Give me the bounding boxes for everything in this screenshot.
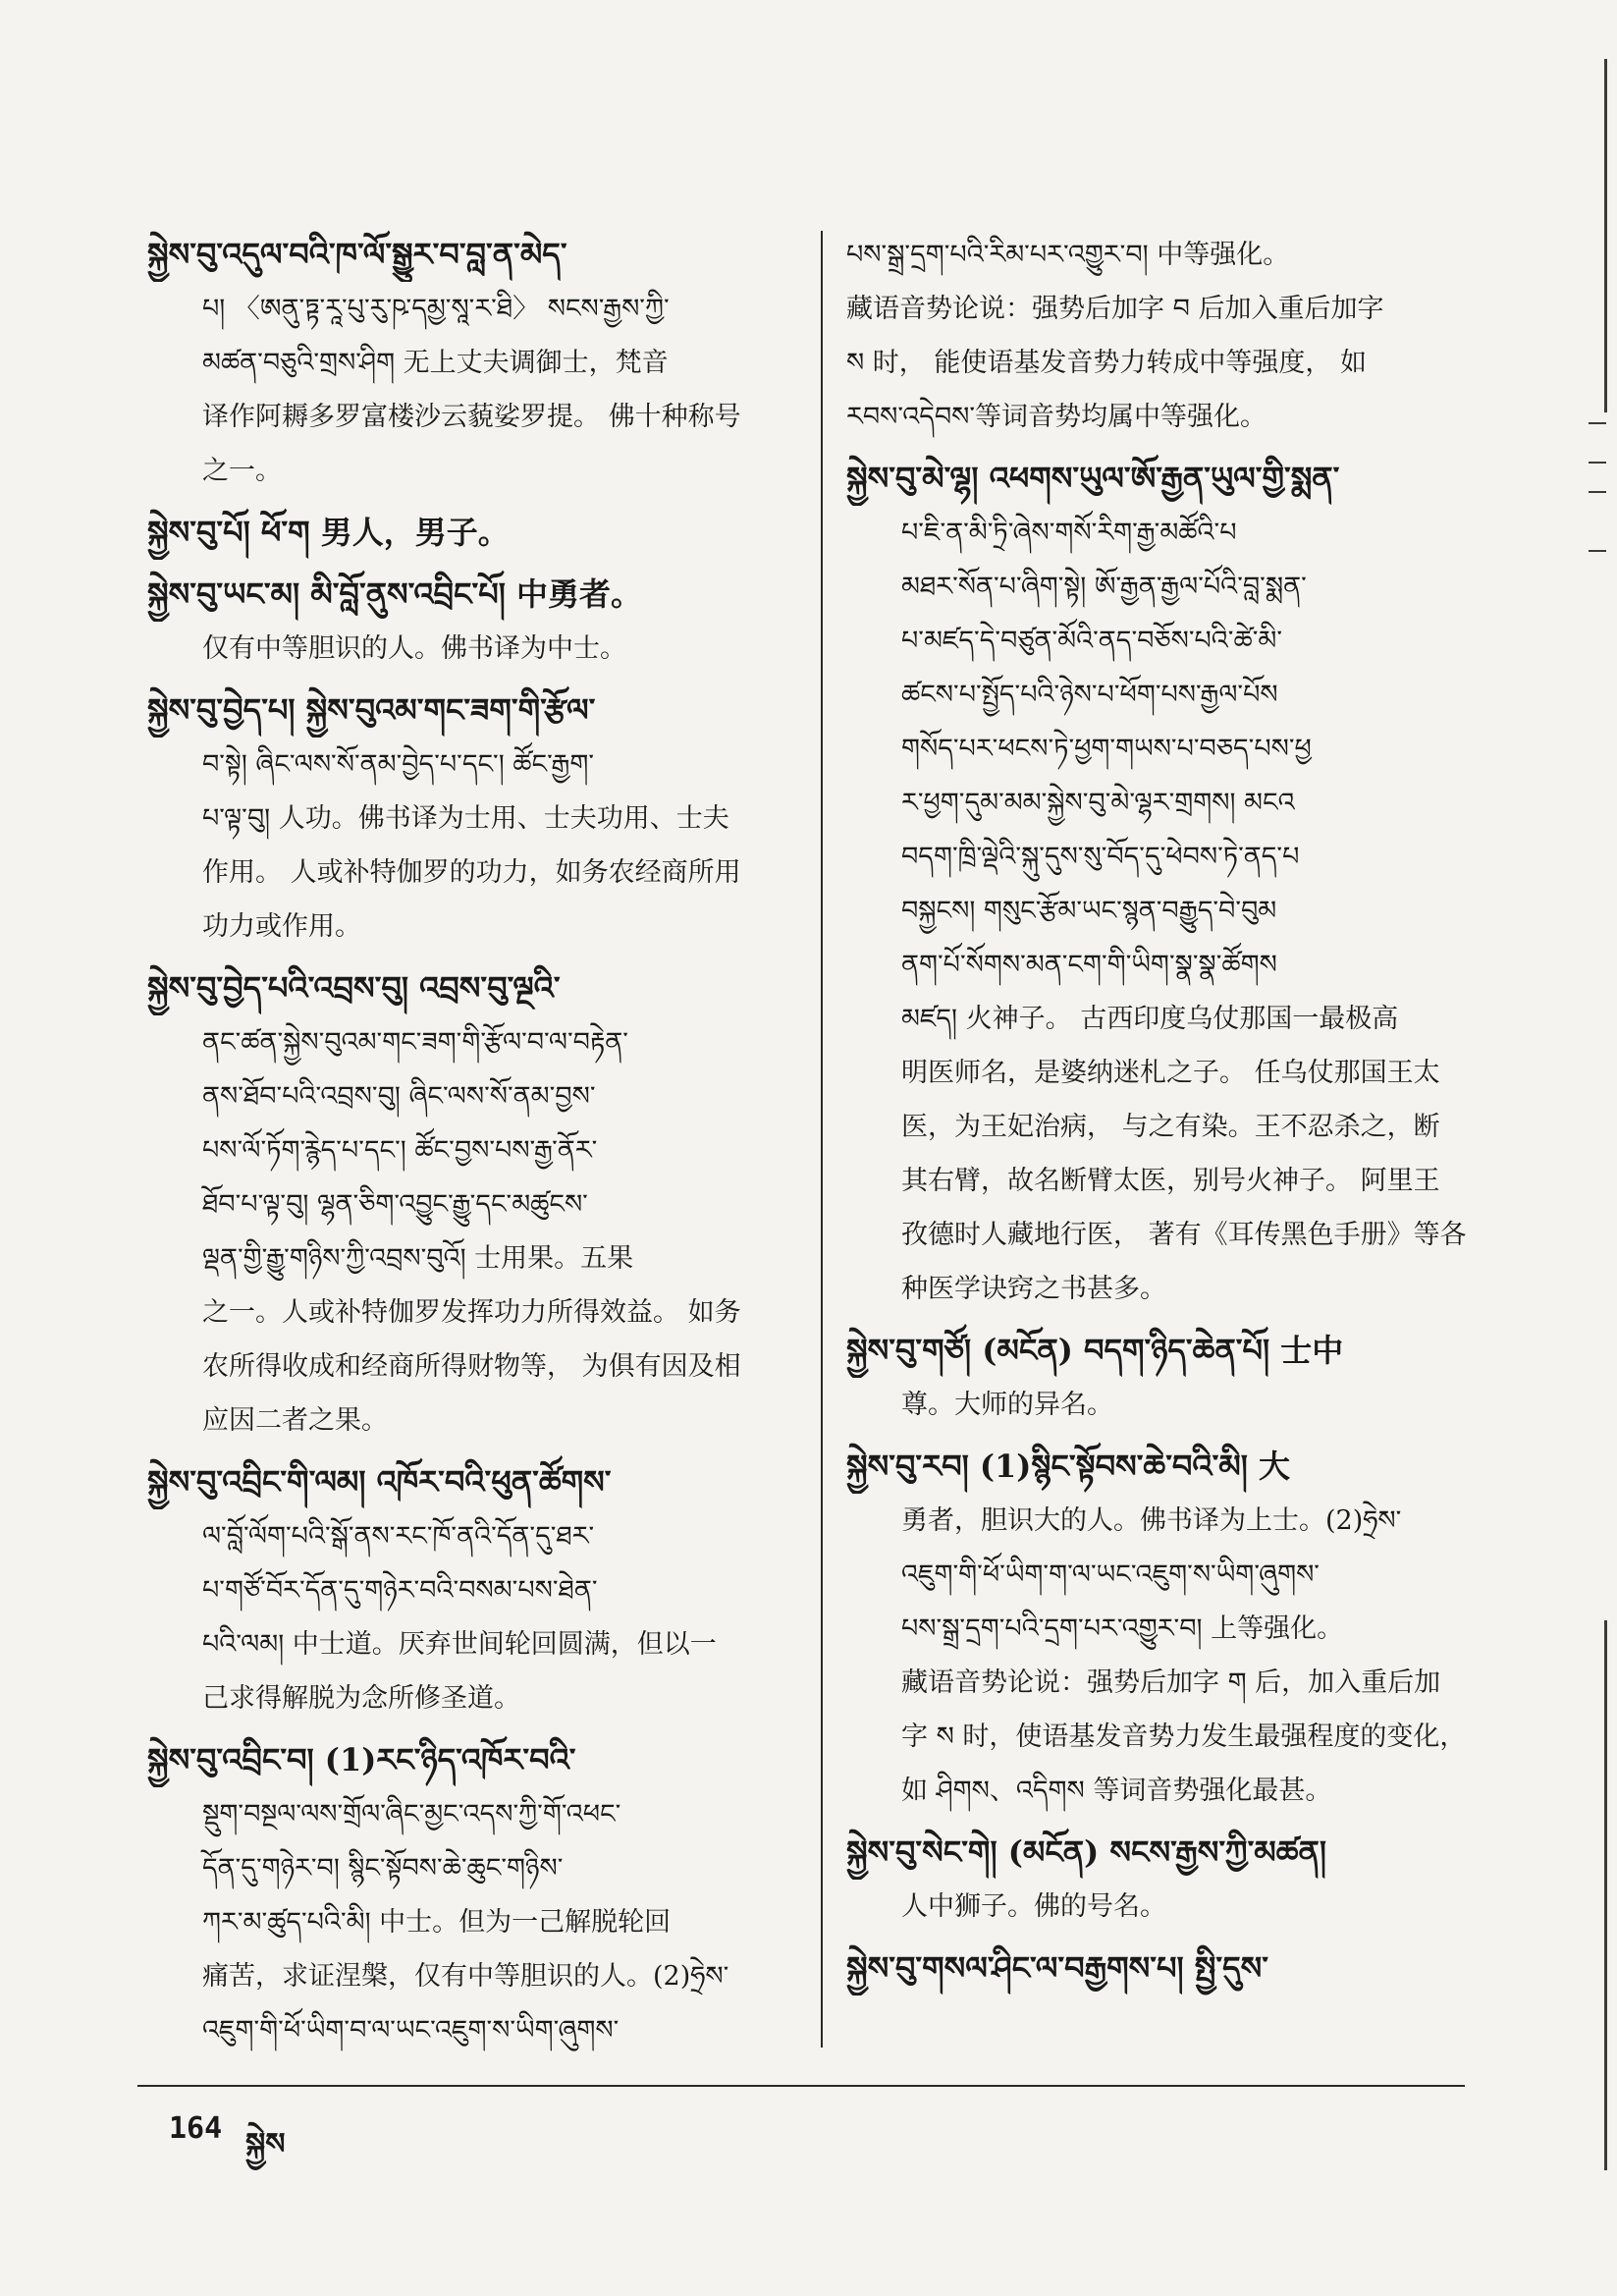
- dictionary-entry: [147, 1733, 795, 2057]
- entry-text-line: བ་སྟེ། ཞིང་ལས་སོ་ནམ་བྱེད་པ་དང་། ཚོང་རྒྱག་: [202, 749, 595, 780]
- entry-text-line: 之一。人或补特伽罗发挥功力所得效益。 如务: [202, 1297, 741, 1328]
- entry-text-line: དོན་དུ་གཉེར་བ། སྙིང་སྟོབས་ཆེ་ཆུང་གཉིས་: [202, 1853, 564, 1884]
- entry-text-line: འཇུག་གི་ཕོ་ཡིག་ག་ལ་ཡང་འཇུག་ས་ཡིག་ཞུགས་: [901, 1559, 1320, 1590]
- entry-headword: སྐྱེས་བུ་གསལ་ཤིང་ལ་བརྒྱགས་པ། སྤྱི་དུས་: [846, 1949, 1268, 1987]
- entry-text-line: 译作阿耨多罗富楼沙云藐娑罗提。 佛十种称号: [202, 402, 741, 432]
- entry-text-line: པ་མཛད་དེ་བཙུན་མོའི་ནད་བཅོས་པའི་ཚེ་མི་: [901, 626, 1282, 656]
- dictionary-entry: [147, 683, 795, 954]
- entry-text-line: སྡུག་བསྔལ་ལས་གྲོལ་ཞིང་མྱང་འདས་ཀྱི་གོ་འཕང་: [202, 1799, 621, 1830]
- scan-margin-mark: [1604, 59, 1607, 412]
- entry-text-line: 之一。: [202, 456, 282, 486]
- entry-text-line: 人中狮子。佛的号名。: [901, 1891, 1166, 1922]
- entry-text-line: 藏语音势论说：强势后加字 བ 后加入重后加字: [846, 294, 1384, 324]
- entry-text-line: པའི་ལམ། 中士道。厌弃世间轮回圆满，但以一: [202, 1629, 717, 1660]
- scan-margin-tick: [1589, 422, 1606, 424]
- entry-text-line: ས 时， 能使语基发音势力转成中等强度， 如: [846, 348, 1367, 378]
- entry-text-line: རབས་འདེབས་等词音势均属中等强化。: [846, 402, 1267, 432]
- entry-text-line: པས་སྒྲ་དྲག་པའི་རིམ་པར་འགྱུར་བ། 中等强化。: [846, 240, 1290, 270]
- entry-text-line: ལ་བློ་ལོག་པའི་སྒོ་ནས་རང་ཁོ་ནའི་དོན་དུ་ཐར་: [202, 1521, 595, 1552]
- entry-text-line: 孜德时人藏地行医， 著有《耳传黑色手册》等各: [901, 1220, 1467, 1250]
- entry-text-line: འཇུག་གི་ཕོ་ཡིག་བ་ལ་ཡང་འཇུག་ས་ཡིག་ཞུགས་: [202, 2015, 620, 2046]
- entry-text-line: 字 ས 时，使语基发音势力发生最强程度的变化，: [901, 1722, 1467, 1752]
- entry-headword: སྐྱེས་བུ་འདུལ་བའི་ཁ་ལོ་སྒྱུར་བ་བླ་ན་མེད་: [147, 236, 567, 273]
- entry-text-line: ཀར་མ་ཚུད་པའི་མི། 中士。但为一己解脱轮回: [202, 1907, 672, 1938]
- entry-headword: སྐྱེས་བུ་གཙོ། (མངོན) བདག་ཉིད་ཆེན་པོ། 士中: [846, 1332, 1344, 1369]
- entry-headword: སྐྱེས་བུ་རབ། (1)སྙིང་སྟོབས་ཆེ་བའི་མི། 大: [846, 1448, 1291, 1485]
- entry-text-line: པས་ལོ་ཏོག་རྙེད་པ་དང་། ཚོང་བྱས་པས་རྒྱ་ནོར་: [202, 1135, 598, 1166]
- entry-text-line: བདག་ཁྲི་ལྡེའི་སྐུ་དུས་སུ་བོད་དུ་ཕེབས་ཏེ་ནད་པ: [901, 842, 1300, 872]
- entry-text-line: 其右臂，故名断臂太医，别号火神子。 阿里王: [901, 1166, 1440, 1196]
- entry-headword: སྐྱེས་བུ་པོ། ཕོ་ག 男人，男子。: [147, 514, 510, 551]
- dictionary-entry: [846, 1941, 1484, 1995]
- entry-headword: སྐྱེས་བུ་མེ་ལྷ། འཕགས་ཡུལ་ཨོ་རྒྱན་ཡུལ་གྱི་སྨན་: [846, 460, 1340, 497]
- footer-rule: [137, 2085, 1465, 2087]
- entry-text-line: མཚན་བཅུའི་གྲས་ཤིག 无上丈夫调御士，梵音: [202, 348, 669, 378]
- scan-margin-tick: [1589, 462, 1606, 464]
- scan-margin-tick: [1589, 491, 1606, 493]
- entry-text-line: གསོད་པར་ཕངས་ཏེ་ཕྱག་གཡས་པ་བཅད་པས་ཕྱ: [901, 734, 1312, 764]
- dictionary-entry: [846, 1440, 1484, 1818]
- dictionary-entry: [147, 228, 795, 498]
- entry-headword: སྐྱེས་བུ་ཡང་མ། མི་བློ་ནུས་འབྲིང་པོ། 中勇者。: [147, 575, 642, 613]
- scan-margin-tick: [1589, 550, 1606, 552]
- dictionary-entry: [846, 452, 1484, 1316]
- entry-text-line: ནག་པོ་སོགས་མན་ངག་གི་ཡིག་སྣ་སྣ་ཚོགས: [901, 950, 1277, 980]
- dictionary-entry: [147, 568, 795, 676]
- entry-text-line: 功力或作用。: [202, 911, 361, 942]
- entry-headword: སྐྱེས་བུ་འབྲིང་བ། (1)རང་ཉིད་འཁོར་བའི་: [147, 1741, 576, 1778]
- entry-text-line: ནས་ཐོབ་པའི་འབྲས་བུ། ཞིང་ལས་སོ་ནམ་བྱས་: [202, 1081, 596, 1112]
- entry-text-line: 农所得收成和经商所得财物等， 为俱有因及相: [202, 1351, 741, 1382]
- entry-text-line: 己求得解脱为念所修圣道。: [202, 1683, 520, 1714]
- entry-text-line: མཐར་སོན་པ་ཞིག་སྟེ། ཨོ་རྒྱན་རྒྱལ་པོའི་བླ་སྨན་: [901, 572, 1307, 602]
- entry-text-line: ཐོབ་པ་ལྟ་བུ། ལྷན་ཅིག་འབྱུང་རྒྱུ་དང་མཚུངས་: [202, 1189, 588, 1220]
- entry-text-line: ཚངས་པ་སྤྱོད་པའི་ཉེས་པ་ཕོག་པས་རྒྱལ་པོས: [901, 680, 1278, 710]
- dictionary-entry: [846, 1324, 1484, 1432]
- entry-text-line: 医，为王妃治病， 与之有染。王不忍杀之，断: [901, 1112, 1440, 1142]
- entry-text-line: 作用。 人或补特伽罗的功力，如务农经商所用: [202, 857, 741, 888]
- entry-text-line: པ་གཙོ་བོར་དོན་དུ་གཉེར་བའི་བསམ་པས་ཐེན་: [202, 1575, 598, 1606]
- entry-text-line: 尊。大师的异名。: [901, 1390, 1113, 1420]
- entry-text-line: 明医师名，是婆纳迷札之子。 任乌仗那国王太: [901, 1058, 1440, 1088]
- entry-text-line: 应因二者之果。: [202, 1405, 388, 1436]
- entry-text-line: བསྐྱངས། གསུང་རྩོམ་ཡང་སྙན་བརྒྱུད་བེ་བུམ: [901, 896, 1277, 926]
- entry-text-line: 如 ཤིགས、འདིགས 等词音势强化最甚。: [901, 1776, 1332, 1806]
- entry-headword: སྐྱེས་བུ་འབྲིང་གི་ལམ། འཁོར་བའི་ཕུན་ཚོགས་: [147, 1463, 612, 1501]
- entry-text-line: པས་སྒྲ་དྲག་པའི་དྲག་པར་འགྱུར་བ། 上等强化。: [901, 1613, 1344, 1644]
- entry-text-line: 痛苦，求证涅槃，仅有中等胆识的人。(2)ཧྲེས་: [202, 1961, 729, 1992]
- left-column: [147, 228, 795, 2065]
- column-divider: [821, 231, 823, 2048]
- dictionary-entry: [147, 961, 795, 1448]
- dictionary-entry: [846, 228, 1484, 444]
- entry-text-line: 藏语音势论说：强势后加字 ག 后，加入重后加: [901, 1667, 1441, 1698]
- entry-text-line: 仅有中等胆识的人。佛书译为中士。: [202, 633, 626, 664]
- dictionary-entry: [147, 506, 795, 560]
- entry-text-line: པ་ལྟ་བུ། 人功。佛书译为士用、士夫功用、士夫: [202, 803, 729, 834]
- scan-margin-mark: [1604, 1620, 1607, 2170]
- entry-headword: སྐྱེས་བུ་སེང་གེ། (མངོན) སངས་རྒྱས་ཀྱི་མཚན།: [846, 1833, 1326, 1871]
- entry-text-line: པ་ཇི་ན་མི་ཏྲི་ཞེས་གསོ་རིག་རྒྱ་མཚོའི་པ: [901, 518, 1237, 548]
- entry-text-line: ནང་ཚན་སྐྱེས་བུའམ་གང་ཟག་གི་རྩོལ་བ་ལ་བརྟེན་: [202, 1027, 628, 1058]
- entry-text-line: ར་ཕྱག་དུམ་མམ་སྐྱེས་བུ་མེ་ལྷར་གྲགས། མངའ: [901, 788, 1295, 818]
- entry-text-line: པ། 〈ཨནུ་ཏྟ་རཱ་པུ་རུ་ཥ་དམྱ་སཱ་ར་ཐི〉 སངས་རྒྱས་ཀྱི་: [202, 294, 670, 324]
- entry-text-line: 种医学诀窍之书甚多。: [901, 1274, 1166, 1304]
- right-column: [846, 228, 1484, 2003]
- entry-text-line: ལྡན་གྱི་རྒྱུ་གཉིས་ཀྱི་འབྲས་བུའོ། 士用果。五果: [202, 1243, 634, 1274]
- entry-text-line: མཛད། 火神子。 古西印度乌仗那国一最极高: [901, 1004, 1399, 1034]
- entry-text-line: 勇者，胆识大的人。佛书译为上士。(2)ཧྲེས་: [901, 1505, 1402, 1536]
- page-number: 164: [169, 2111, 223, 2146]
- entry-headword: སྐྱེས་བུ་བྱེད་པའི་འབྲས་བུ། འབྲས་བུ་ལྔའི་: [147, 969, 561, 1007]
- dictionary-entry: [846, 1826, 1484, 1934]
- entry-headword: སྐྱེས་བུ་བྱེད་པ། སྐྱེས་བུའམ་གང་ཟག་གི་རྩོལ་: [147, 691, 596, 729]
- running-head: སྐྱེས: [245, 2127, 286, 2161]
- dictionary-entry: [147, 1455, 795, 1725]
